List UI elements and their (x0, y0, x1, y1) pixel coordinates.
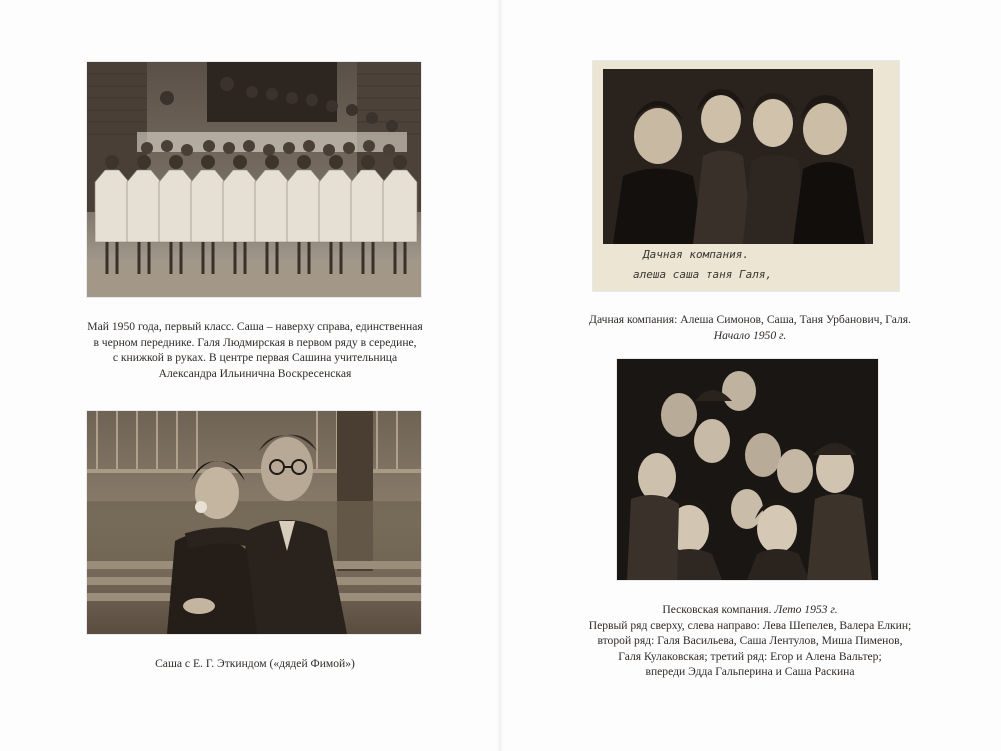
etkind-photo (87, 411, 421, 634)
caption-title: Песковская компания. (662, 603, 775, 616)
caption-line: с книжкой в руках. В центре первая Сашина учительница (112, 351, 398, 364)
dacha-company-caption (550, 312, 950, 343)
caption-line-italic (550, 328, 950, 344)
handwriting-line: алеша саша таня Галя, (633, 268, 773, 281)
class-photo-1950 (87, 62, 421, 297)
caption-line-first (550, 602, 950, 618)
caption-line: Галя Кулаковская; третий ряд: Егор и Алена Вальтер; (618, 649, 882, 663)
handwritten-inscription (633, 245, 883, 285)
etkind-photo-caption (60, 656, 450, 672)
peskovskaya-company-caption (550, 602, 950, 680)
caption-line: второй ряд: Галя Васильева, Саша Лентулов, Миша Пименов, (597, 634, 903, 647)
left-page (0, 0, 500, 751)
dacha-company-photo (593, 61, 899, 291)
caption-line: Александра Ильинична Воскресенская (158, 366, 352, 380)
caption-line: Май 1950 года, первый класс. Саша – наверху справа, единственная (87, 320, 423, 333)
caption-line: в черном переднике. Галя Людмирская в первом ряду в середине, (93, 335, 417, 349)
caption-date: Лето 1953 г. (774, 603, 838, 616)
caption-line: Первый ряд сверху, слева направо: Лева Шепелев, Валера Елкин; (588, 618, 912, 632)
caption-line: впереди Эдда Гальперина и Саша Раскина (645, 665, 855, 678)
right-page (500, 0, 1001, 751)
class-photo-caption (60, 319, 450, 381)
handwriting-line: Дачная компания. (643, 248, 749, 261)
caption-line: Дачная компания: Алеша Симонов, Саша, Таня Урбанович, Галя. (589, 313, 911, 326)
caption-line: Саша с Е. Г. Эткиндом («дядей Фимой») (155, 657, 355, 670)
caption-date: Начало 1950 г. (713, 328, 787, 342)
peskovskaya-company-photo (617, 359, 878, 580)
